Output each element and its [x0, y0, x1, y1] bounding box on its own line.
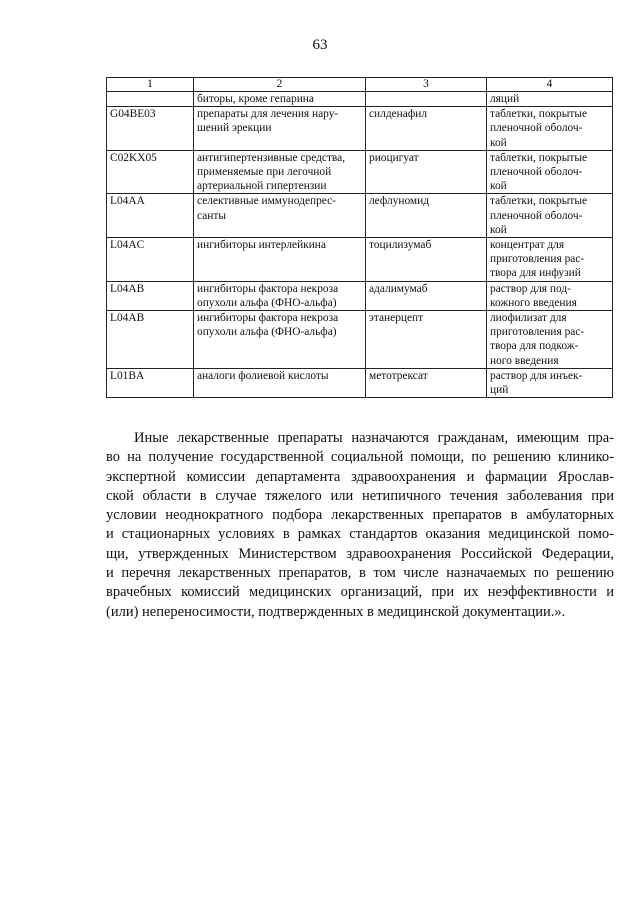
- cell-text-line: пленочной оболоч-: [490, 122, 583, 135]
- header-cell-4: 4: [487, 78, 613, 92]
- group-cell: [194, 238, 366, 282]
- table-row: [107, 311, 613, 369]
- table-header-row: [107, 78, 613, 92]
- cell-text-line: ингибиторы фактора некроза: [197, 282, 339, 295]
- cell-text-line: L04AB: [110, 282, 145, 295]
- drug-cell: [366, 92, 487, 107]
- cell-text-line: концентрат для: [490, 239, 565, 252]
- paragraph-line: (или) непереносимости, подтвержденных в медицинской документации.».: [106, 603, 566, 620]
- paragraph-line: Иные лекарственные препараты назначаются гражданам, имеющим пра-: [134, 430, 614, 446]
- cell-text-line: пленочной оболоч-: [490, 209, 583, 222]
- cell-text-line: опухоли альфа (ФНО-альфа): [197, 296, 337, 309]
- paragraph-line: щи, утвержденных Министерством здравоохранения Российской Федерации,: [106, 545, 614, 562]
- cell-text-line: этанерцепт: [369, 312, 424, 325]
- cell-text-line: силденафил: [369, 108, 427, 121]
- form-cell: [487, 107, 613, 151]
- cell-text-line: кой: [490, 223, 507, 236]
- paragraph-line: и стационарных условиях в рамках стандартов оказания медицинской помо-: [106, 526, 614, 543]
- form-cell: [487, 238, 613, 282]
- cell-text-line: таблетки, покрытые: [490, 195, 588, 208]
- paragraph-line: во на получение государственной социальной помощи, по решению клинико-: [106, 449, 614, 466]
- cell-text-line: биторы, кроме гепарина: [197, 93, 314, 105]
- cell-text-line: применяемые при легочной: [197, 166, 332, 179]
- paragraph-line: врачебных комиссий медицинских организаций, при их неэффективности и: [106, 584, 614, 601]
- table-row: [107, 194, 613, 238]
- cell-text-line: шений эрекции: [197, 122, 272, 135]
- table-row: [107, 238, 613, 282]
- form-cell: [487, 92, 613, 107]
- cell-text-line: ляций: [490, 93, 520, 105]
- paragraph-line: условии неоднократного подбора лекарственных препаратов в амбулаторных: [106, 507, 614, 524]
- drug-cell: [366, 311, 487, 369]
- cell-text-line: C02KX05: [110, 151, 157, 164]
- cell-text-line: L04AC: [110, 239, 145, 252]
- cell-text-line: аналоги фолиевой кислоты: [197, 369, 329, 382]
- page-number: 63: [312, 37, 328, 53]
- cell-text-line: селективные иммунодепрес-: [197, 195, 336, 208]
- header-cell-1: 1: [107, 78, 194, 92]
- cell-text-line: ингибиторы интерлейкина: [197, 239, 326, 252]
- cell-text-line: санты: [197, 209, 226, 222]
- code-cell: [107, 311, 194, 369]
- cell-text-line: приготовления рас-: [490, 253, 585, 266]
- code-cell: [107, 150, 194, 194]
- group-cell: [194, 150, 366, 194]
- cell-text-line: пленочной оболоч-: [490, 166, 583, 179]
- form-cell: [487, 281, 613, 310]
- cell-text-line: раствор для под-: [490, 282, 571, 295]
- table-row: [107, 150, 613, 194]
- cell-text-line: таблетки, покрытые: [490, 108, 588, 121]
- drug-cell: [366, 368, 487, 397]
- code-cell: [107, 281, 194, 310]
- group-cell: [194, 311, 366, 369]
- code-cell: [107, 194, 194, 238]
- cell-text-line: ингибиторы фактора некроза: [197, 312, 339, 325]
- body-paragraph: [106, 429, 614, 622]
- code-cell: [107, 238, 194, 282]
- table-row: [107, 107, 613, 151]
- code-cell: [107, 107, 194, 151]
- header-cell-2: 2: [194, 78, 366, 92]
- drug-cell: [366, 194, 487, 238]
- drug-cell: [366, 150, 487, 194]
- paragraph-line: ской области в случае тяжелого или нетипичного течения заболевания при: [106, 487, 614, 504]
- cell-text-line: кожного введения: [490, 296, 577, 309]
- cell-text-line: L01BA: [110, 369, 145, 382]
- table-row: [107, 368, 613, 397]
- code-cell: [107, 368, 194, 397]
- group-cell: [194, 194, 366, 238]
- drug-cell: [366, 281, 487, 310]
- cell-text-line: таблетки, покрытые: [490, 151, 588, 164]
- cell-text-line: L04AB: [110, 312, 145, 325]
- drug-cell: [366, 238, 487, 282]
- cell-text-line: артериальной гипертензии: [197, 180, 327, 193]
- cell-text-line: твора для инфузий: [490, 267, 581, 280]
- form-cell: [487, 311, 613, 369]
- cell-text-line: антигипертензивные средства,: [197, 151, 346, 164]
- cell-text-line: тоцилизумаб: [369, 239, 432, 252]
- cell-text-line: приготовления рас-: [490, 326, 585, 339]
- cell-text-line: адалимумаб: [369, 282, 428, 295]
- group-cell: [194, 368, 366, 397]
- form-cell: [487, 368, 613, 397]
- cell-text-line: раствор для инъек-: [490, 369, 583, 382]
- cell-text-line: препараты для лечения нару-: [197, 108, 339, 121]
- group-cell: [194, 107, 366, 151]
- group-cell: [194, 281, 366, 310]
- cell-text-line: кой: [490, 136, 507, 149]
- cell-text-line: L04AA: [110, 195, 145, 208]
- cell-text-line: лиофилизат для: [490, 312, 567, 325]
- header-cell-3: 3: [366, 78, 487, 92]
- cell-text-line: ций: [490, 384, 509, 397]
- table-body: [107, 78, 613, 398]
- table-row: [107, 92, 613, 107]
- group-cell: [194, 92, 366, 107]
- table-row: [107, 281, 613, 310]
- cell-text-line: лефлуномид: [369, 195, 430, 208]
- drug-cell: [366, 107, 487, 151]
- cell-text-line: твора для подкож-: [490, 340, 579, 353]
- form-cell: [487, 150, 613, 194]
- drug-table: [106, 77, 613, 398]
- paragraph-line: экспертной комиссии департамента здравоохранения и фармации Ярослав-: [106, 468, 614, 485]
- cell-text-line: кой: [490, 180, 507, 193]
- form-cell: [487, 194, 613, 238]
- paragraph-line: и перечня лекарственных препаратов, в том числе назначаемых по решению: [106, 565, 614, 582]
- cell-text-line: опухоли альфа (ФНО-альфа): [197, 326, 337, 339]
- cell-text-line: G04BE03: [110, 108, 156, 121]
- cell-text-line: риоцигуат: [369, 151, 419, 164]
- cell-text-line: метотрексат: [369, 369, 428, 382]
- code-cell: [107, 92, 194, 107]
- cell-text-line: ного введения: [490, 354, 559, 367]
